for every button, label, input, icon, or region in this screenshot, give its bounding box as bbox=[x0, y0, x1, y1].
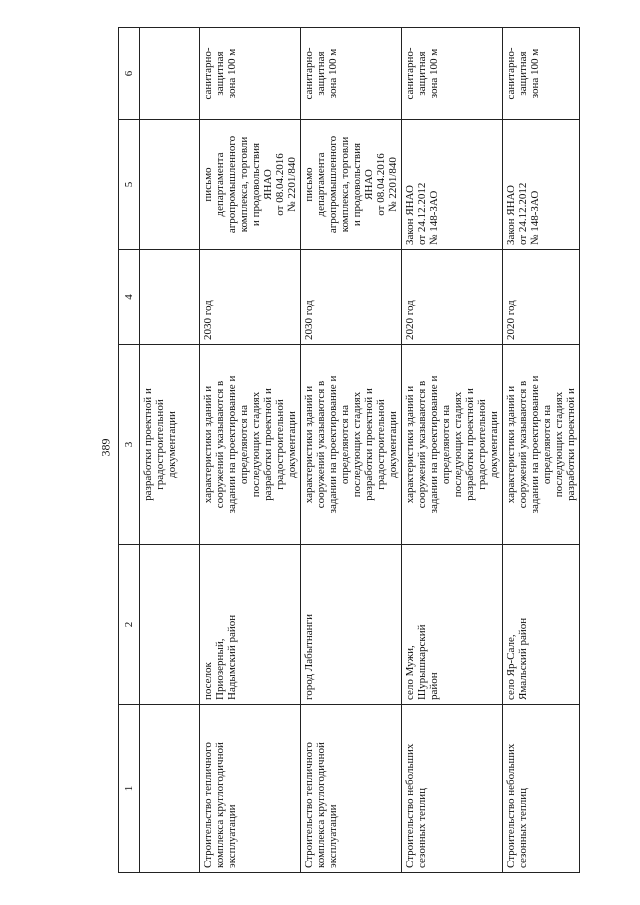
zone-cell: санитарно- защитная зона 100 м bbox=[200, 28, 301, 120]
location-cell: город Лабытнанги bbox=[301, 545, 402, 705]
rotated-table-wrapper bbox=[118, 28, 577, 873]
object-name-cell: Строительство тепличного комплекса круглогодичной эксплуатации bbox=[301, 705, 402, 873]
zone-cell: санитарно- защитная зона 100 м bbox=[301, 28, 402, 120]
zone-cell: санитарно- защитная зона 100 м bbox=[503, 28, 580, 120]
table-row bbox=[402, 28, 503, 873]
header-row bbox=[119, 28, 140, 873]
basis-cell: письмо департамента агропромышленного комплекса, торговли и продовольствия ЯНАО от 08.04.2016 № 2201/840 bbox=[200, 120, 301, 250]
header-cell: 4 bbox=[119, 250, 140, 345]
basis-cell: Закон ЯНАО от 24.12.2012 № 148-ЗАО bbox=[402, 120, 503, 250]
term-cell bbox=[140, 250, 200, 345]
object-name-cell: Строительство небольших сезонных теплиц bbox=[503, 705, 580, 873]
location-cell bbox=[140, 545, 200, 705]
characteristics-cell: разработки проектной и градостроительной документации bbox=[140, 345, 200, 545]
table-row bbox=[503, 28, 580, 873]
location-cell: село Мужи, Шурышкарский район bbox=[402, 545, 503, 705]
term-cell: 2020 год bbox=[402, 250, 503, 345]
characteristics-cell: характеристики зданий и сооружений указываются в задании на проектирование и определяются на последующих стадиях разработки проектной и градостроительной документации bbox=[200, 345, 301, 545]
object-name-cell: Строительство небольших сезонных теплиц bbox=[402, 705, 503, 873]
header-cell: 2 bbox=[119, 545, 140, 705]
term-cell: 2030 год bbox=[301, 250, 402, 345]
basis-cell bbox=[140, 120, 200, 250]
characteristics-cell: характеристики зданий и сооружений указываются в задании на проектирование и определяются на последующих стадиях разработки проектной и bbox=[503, 345, 580, 545]
basis-cell: Закон ЯНАО от 24.12.2012 № 148-ЗАО bbox=[503, 120, 580, 250]
object-name-cell: Строительство тепличного комплекса круглогодичной эксплуатации bbox=[200, 705, 301, 873]
zone-cell: санитарно- защитная зона 100 м bbox=[402, 28, 503, 120]
table-row bbox=[140, 28, 200, 873]
header-cell: 1 bbox=[119, 705, 140, 873]
page-number: 389 bbox=[98, 438, 113, 457]
planning-table bbox=[118, 27, 580, 873]
header-cell: 5 bbox=[119, 120, 140, 250]
location-cell: село Яр-Сале, Ямальский район bbox=[503, 545, 580, 705]
object-name-cell bbox=[140, 705, 200, 873]
characteristics-cell: характеристики зданий и сооружений указываются в задании на проектирование и определяются на последующих стадиях разработки проектной и градостроительной документации bbox=[301, 345, 402, 545]
header-cell: 6 bbox=[119, 28, 140, 120]
term-cell: 2020 год bbox=[503, 250, 580, 345]
basis-cell: письмо департамента агропромышленного комплекса, торговли и продовольствия ЯНАО от 08.04.2016 № 2201/840 bbox=[301, 120, 402, 250]
term-cell: 2030 год bbox=[200, 250, 301, 345]
zone-cell bbox=[140, 28, 200, 120]
characteristics-cell: характеристики зданий и сооружений указываются в задании на проектирование и определяются на последующих стадиях разработки проектной и градостроительной документации bbox=[402, 345, 503, 545]
header-cell: 3 bbox=[119, 345, 140, 545]
table-row bbox=[200, 28, 301, 873]
table-row bbox=[301, 28, 402, 873]
location-cell: поселок Приозерный, Надымский район bbox=[200, 545, 301, 705]
